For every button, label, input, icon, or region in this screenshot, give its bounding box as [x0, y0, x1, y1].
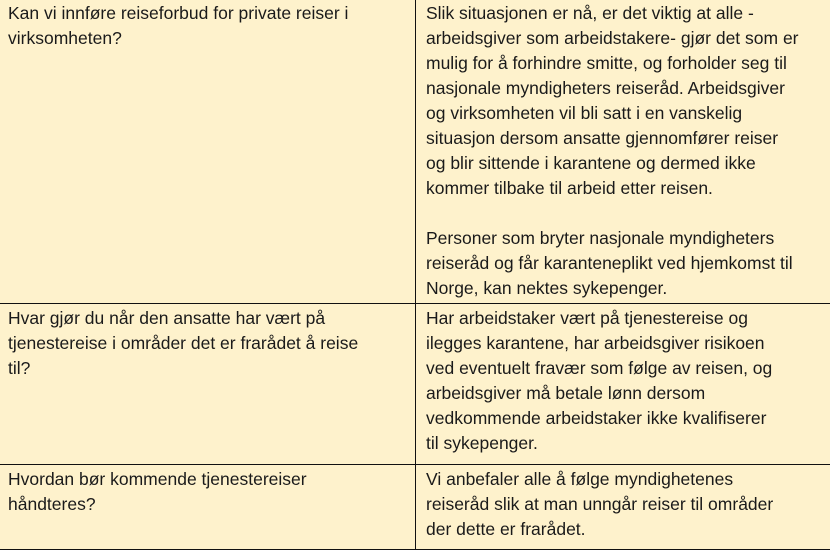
answer-paragraph: Slik situasjonen er nå, er det viktig at alle - arbeidsgiver som arbeidstakere- gjør det som er mulig for å forhindre smitte, og forholder seg til nasjonale myndigheters reiseråd. Arbeidsgiver og virksomheten vil bli satt i en vanskelig situasjon dersom ansatte gjennomfører reiser og blir sittende i karantene og dermed ikke kommer tilbake til arbeid etter reisen.: [426, 1, 828, 201]
question-cell: [0, 465, 416, 550]
question-cell: [0, 304, 416, 465]
answer-cell: [416, 465, 830, 550]
question-text: Kan vi innføre reiseforbud for private reiser i virksomheten?: [8, 1, 409, 51]
answer-paragraph: Personer som bryter nasjonale myndigheters reiseråd og får karanteneplikt ved hjemkomst til Norge, kan nektes sykepenger.: [426, 226, 828, 301]
answer-cell: [416, 0, 830, 304]
table-row: [0, 465, 830, 550]
table-row: [0, 304, 830, 465]
answer-cell: [416, 304, 830, 465]
answer-paragraph: Vi anbefaler alle å følge myndighetenes reiseråd slik at man unngår reiser til områder der dette er frarådet.: [426, 467, 828, 542]
question-text: Hvar gjør du når den ansatte har vært på tjenestereise i områder det er frarådet å reise til?: [8, 306, 409, 381]
question-text: Hvordan bør kommende tjenestereiser håndteres?: [8, 467, 409, 517]
question-cell: [0, 0, 416, 304]
answer-paragraph: Har arbeidstaker vært på tjenestereise og ilegges karantene, har arbeidsgiver risikoen ved eventuelt fravær som følge av reisen, og arbeidsgiver må betale lønn dersom vedkommende arbeidstaker ikke kvalifiserer til sykepenger.: [426, 306, 828, 456]
